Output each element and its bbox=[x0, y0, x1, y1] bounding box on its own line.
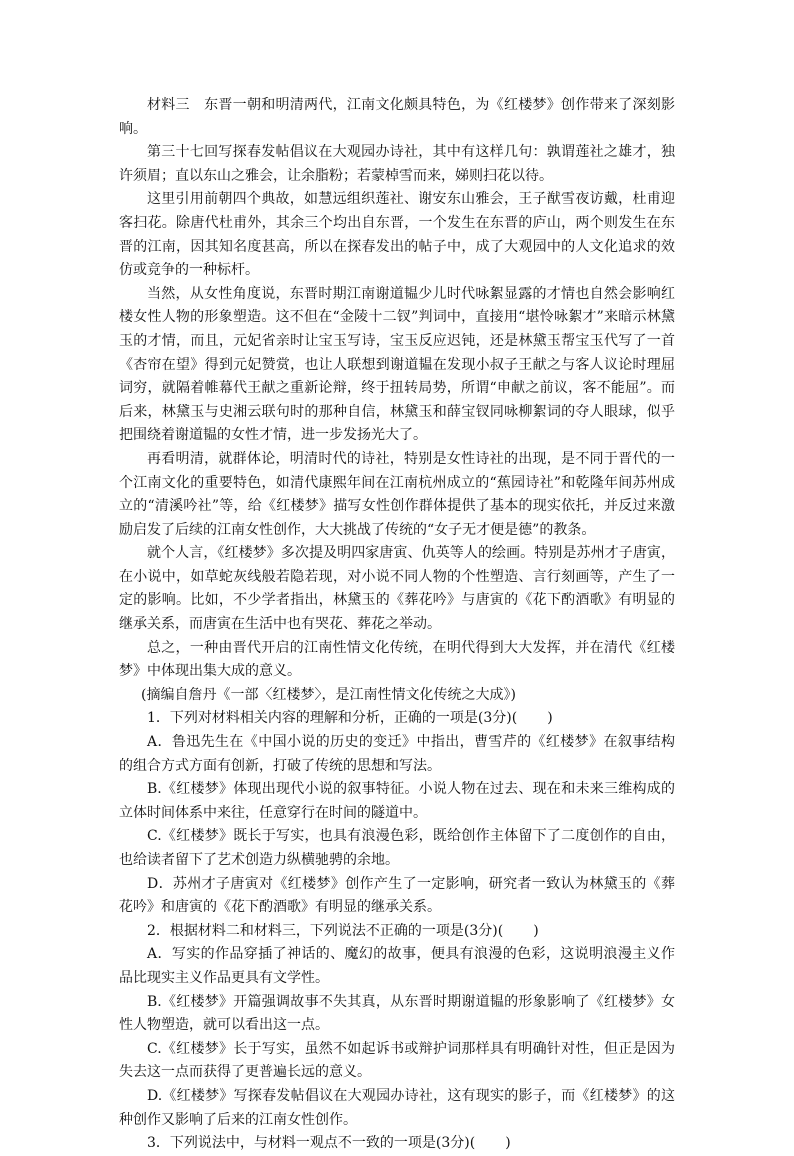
paragraph-four-allusions: 这里引用前朝四个典故，如慧远组织莲社、谢安东山雅会，王子猷雪夜访戴，杜甫迎客扫花。除唐代杜甫外，其余三个均出自东晋，一个发生在东晋的庐山，两个则发生在东晋的江南，因其知名度甚高，所以在探春发出的帖子中，成了大观园中的人文化追求的效仿或竞争的一种标杆。 bbox=[119, 191, 675, 279]
paragraph-tang-yin: 就个人言，《红楼梦》多次提及明四家唐寅、仇英等人的绘画。特别是苏州才子唐寅，在小说中，如草蛇灰线般若隐若现，对小说不同人物的个性塑造、言行刻画等，产生了一定的影响。比如，不少学者指出，林黛玉的《葬花吟》与唐寅的《花下酌酒歌》有明显的继承关系，而唐寅在生活中也有哭花、葬花之举动。 bbox=[119, 545, 675, 633]
question-2-option-a: A．写实的作品穿插了神话的、魔幻的故事，便具有浪漫的色彩，这说明浪漫主义作品比现实主义作品更具有文学性。 bbox=[119, 946, 675, 986]
question-2-option-c: C.《红楼梦》长于写实，虽然不如起诉书或辩护词那样具有明确针对性，但正是因为失去这一点而获得了更普遍长远的意义。 bbox=[119, 1040, 675, 1081]
question-3-stem bbox=[119, 1132, 675, 1156]
question-2-option-b: B.《红楼梦》开篇强调故事不失其真，从东晋时期谢道韫的形象影响了《红楼梦》女性人物塑造，就可以看出这一点。 bbox=[119, 993, 675, 1034]
source-citation: (摘编自詹丹《一部〈红楼梦〉，是江南性情文化传统之大成》) bbox=[141, 686, 516, 703]
question-1-text: 1．下列对材料相关内容的理解和分析，正确的一项是(3分)( bbox=[147, 710, 518, 727]
paragraph-material-three-intro: 材料三 东晋一朝和明清两代，江南文化颇具特色，为《红楼梦》创作带来了深刻影响。 bbox=[119, 97, 675, 137]
question-2-close: ) bbox=[533, 922, 539, 939]
question-3-close: ) bbox=[505, 1135, 511, 1152]
document-page bbox=[119, 94, 675, 1156]
question-3-text: 3．下列说法中，与材料一观点不一致的一项是(3分)( bbox=[147, 1135, 476, 1152]
question-2-stem bbox=[119, 920, 675, 944]
question-1-option-c: C.《红楼梦》既长于写实，也具有浪漫色彩，既给创作主体留下了二度创作的自由，也给读者留下了艺术创造力纵横驰骋的余地。 bbox=[119, 828, 675, 868]
paragraph-conclusion: 总之，一种由晋代开启的江南性情文化传统，在明代得到大大发挥，并在清代《红楼梦》中体现出集大成的意义。 bbox=[119, 639, 675, 680]
question-1-option-d: D．苏州才子唐寅对《红楼梦》创作产生了一定影响，研究者一致认为林黛玉的《葬花吟》和唐寅的《花下酌酒歌》有明显的继承关系。 bbox=[119, 875, 675, 916]
paragraph-xie-daoyun: 当然，从女性角度说，东晋时期江南谢道韫少儿时代咏絮显露的才情也自然会影响红楼女性人物的形象塑造。这不但在“金陵十二钗”判词中，直接用“堪怜咏絮才”来暗示林黛玉的才情，而且，元妃省亲时让宝玉写诗，宝玉反应迟钝，还是林黛玉帮宝玉代写了一首《杏帘在望》得到元妃赞赏，也让人联想到谢道韫在发现小叔子王献之与客人议论时理屈词穷，就隔着帷幕代王献之重新论辩，终于扭转局势，所谓“申献之前议，客不能屈”。而后来，林黛玉与史湘云联句时的那种自信，林黛玉和薛宝钗同咏柳絮词的夺人眼球，似乎把围绕着谢道韫的女性才情，进一步发扬光大了。 bbox=[119, 285, 675, 444]
question-2-option-d: D.《红楼梦》写探春发帖倡议在大观园办诗社，这有现实的影子，而《红楼梦》的这种创作又影响了后来的江南女性创作。 bbox=[119, 1087, 675, 1128]
question-1-close: ) bbox=[547, 710, 553, 727]
paragraph-poetry-club-invitation: 第三十七回写探春发帖倡议在大观园办诗社，其中有这样几句：孰谓莲社之雄才，独许须眉；直以东山之雅会，让余脂粉；若蒙棹雪而来，娣则扫花以待。 bbox=[119, 144, 675, 184]
question-1-option-b: B.《红楼梦》体现出现代小说的叙事特征。小说人物在过去、现在和未来三维构成的立体时间体系中来往，任意穿行在时间的隧道中。 bbox=[119, 781, 675, 821]
question-2-text: 2．根据材料二和材料三，下列说法不正确的一项是(3分)( bbox=[147, 922, 504, 939]
question-1-stem bbox=[119, 707, 675, 731]
paragraph-ming-qing-poetry-clubs: 再看明清，就群体论，明清时代的诗社，特别是女性诗社的出现，是不同于晋代的一个江南文化的重要特色，如清代康熙年间在江南杭州成立的“蕉园诗社”和乾隆年间苏州成立的“清溪吟社”等，给《红楼梦》描写女性创作群体提供了基本的现实依托，并反过来激励启发了后续的江南女性创作，大大挑战了传统的“女子无才便是德”的教条。 bbox=[119, 450, 675, 538]
question-1-option-a: A．鲁迅先生在《中国小说的历史的变迁》中指出，曹雪芹的《红楼梦》在叙事结构的组合方式方面有创新，打破了传统的思想和写法。 bbox=[119, 734, 675, 774]
